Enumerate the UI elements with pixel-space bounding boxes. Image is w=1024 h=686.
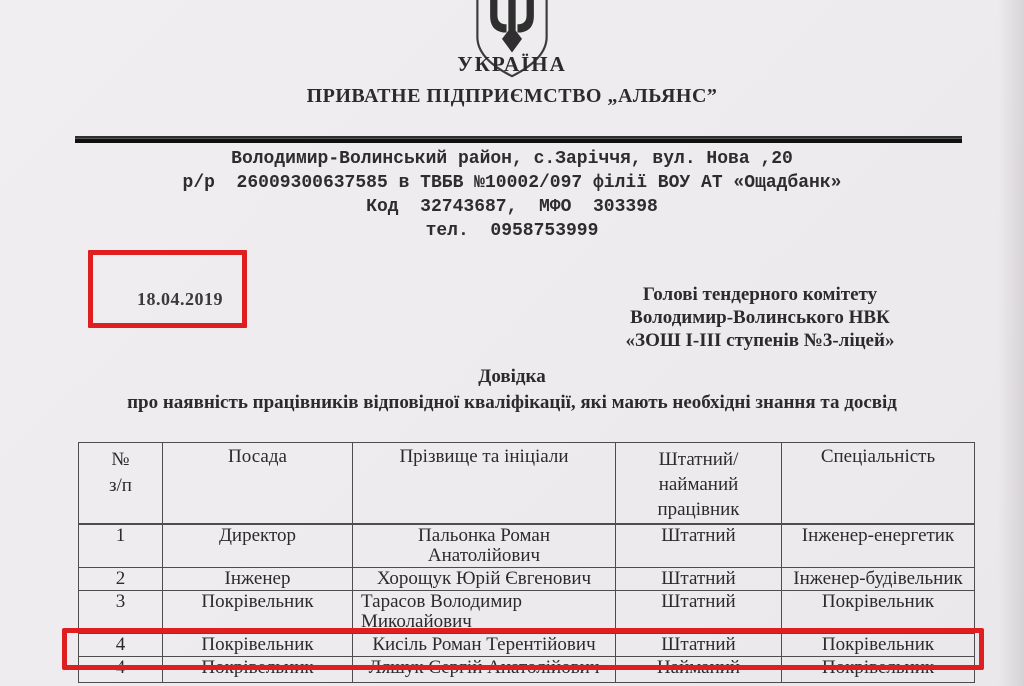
cell-position: Покрівельник — [163, 634, 353, 657]
col-header-position: Посада — [163, 443, 353, 525]
employees-table — [78, 442, 975, 683]
document-subtitle: про наявність працівників відповідної кваліфікації, які мають необхідні знання та досвід — [127, 392, 897, 413]
cell-staff: Штатний — [616, 634, 782, 657]
cell-staff: Штатний — [616, 568, 782, 591]
contact-address: Володимир-Волинський район, с.Заріччя, вул. Нова ,20 — [231, 149, 793, 169]
cell-position: Покрівельник — [163, 657, 353, 683]
document-title: Довідка — [478, 366, 546, 387]
cell-num: 3 — [79, 591, 163, 634]
table-header-row — [79, 443, 975, 525]
cell-specialty: Інженер-енергетик — [782, 524, 975, 568]
cell-specialty: Покрівельник — [782, 591, 975, 634]
recipient-line: Голові тендерного комітету — [642, 284, 878, 305]
cell-name: Кисіль Роман Терентійович — [353, 634, 616, 657]
cell-num: 4 — [79, 657, 163, 683]
cell-specialty: Покрівельник — [782, 657, 975, 683]
cell-num: 1 — [79, 524, 163, 568]
cell-position: Покрівельник — [163, 591, 353, 634]
contact-phone: тел. 0958753999 — [425, 221, 599, 241]
col-header-staff: Штатний/ найманий працівник — [616, 443, 782, 525]
ukraine-coat-of-arms-icon — [471, 0, 553, 48]
table-row-highlighted — [79, 657, 975, 683]
cell-num: 2 — [79, 568, 163, 591]
contact-codes: Код 32743687, МФО 303398 — [366, 197, 658, 217]
document-date: 18.04.2019 — [137, 289, 223, 309]
cell-num: 4 — [79, 634, 163, 657]
col-header-name: Прізвище та ініціали — [353, 443, 616, 525]
cell-name: Ляшук Сергій Анатолійович — [353, 657, 616, 683]
contact-block — [0, 147, 1024, 243]
recipient-block — [592, 283, 928, 352]
date-highlight-box — [88, 250, 247, 328]
cell-name: Пальонка Роман Анатолійович — [353, 524, 616, 568]
cell-specialty: Інженер-будівельник — [782, 568, 975, 591]
cell-position: Інженер — [163, 568, 353, 591]
cell-specialty: Покрівельник — [782, 634, 975, 657]
recipient-line: «ЗОШ І-ІІІ ступенів №3-ліцей» — [625, 330, 895, 351]
recipient-line: Володимир-Волинського НВК — [630, 307, 890, 328]
cell-staff: Штатний — [616, 591, 782, 634]
contact-account: р/р 26009300637585 в ТВБВ №10002/097 філії ВОУ АТ «Ощадбанк» — [182, 173, 842, 193]
cell-staff: Найманий — [616, 657, 782, 683]
col-header-num: № з/п — [79, 443, 163, 525]
cell-name: Хорощук Юрій Євгенович — [353, 568, 616, 591]
cell-staff: Штатний — [616, 524, 782, 568]
table-row — [79, 634, 975, 657]
header-divider — [75, 136, 962, 143]
country-title: УКРАЇНА — [457, 52, 567, 76]
table-row — [79, 591, 975, 634]
cell-position: Директор — [163, 524, 353, 568]
table-row — [79, 524, 975, 568]
col-header-specialty: Спеціальність — [782, 443, 975, 525]
table-row — [79, 568, 975, 591]
company-title: ПРИВАТНЕ ПІДПРИЄМСТВО „АЛЬЯНС” — [306, 85, 718, 107]
cell-name: Тарасов Володимир Миколайович — [353, 591, 616, 634]
